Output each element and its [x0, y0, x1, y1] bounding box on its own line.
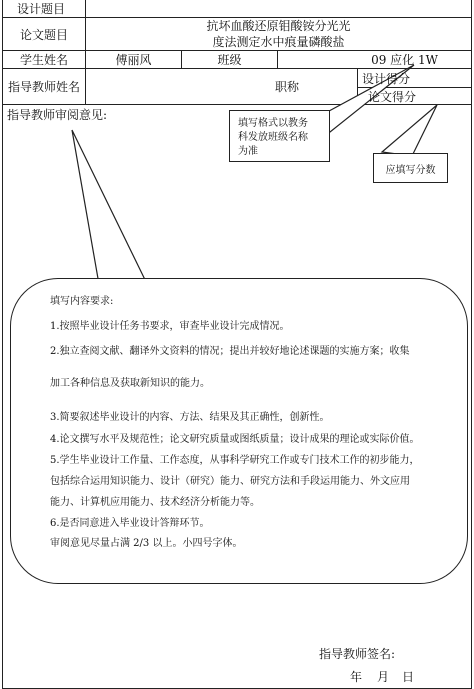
thesis-topic-label: 论文题目 [19, 27, 68, 42]
class-format-line2: 科发放班级名称 [238, 132, 308, 143]
design-topic-field[interactable] [86, 0, 471, 17]
student-name-label: 学生姓名 [19, 53, 68, 67]
advisor-name-label: 指导教师姓名 [8, 80, 81, 94]
class-format-line3: 为准 [238, 146, 258, 157]
class-label: 班级 [217, 53, 242, 67]
advisor-signature-label: 指导教师签名: [319, 647, 396, 661]
class-format-line1: 填写格式以教务 [238, 118, 308, 129]
requirement-item-5-line3: 能力、计算机应用能力、技术经济分析能力等。 [50, 497, 260, 508]
requirements-note: 审阅意见尽量占满 2/3 以上。小四号字体。 [50, 538, 243, 549]
requirement-item-3: 3.简要叙述毕业设计的内容、方法、结果及其正确性，创新性。 [50, 412, 330, 423]
design-score-label: 设计得分 [362, 71, 411, 86]
date-month: 月 [377, 670, 390, 684]
requirements-text [50, 292, 460, 554]
signature-date [350, 668, 450, 684]
title-label: 职称 [275, 80, 300, 94]
requirement-item-5-line2: 包括综合运用知识能力、设计（研究）能力、研究方法和手段运用能力、外文应用 [50, 476, 410, 487]
thesis-topic-line1: 抗坏血酸还原钼酸铵分光光 [206, 19, 351, 33]
student-name-value[interactable]: 傅丽风 [115, 53, 152, 67]
advisor-name-field[interactable] [86, 69, 271, 104]
score-note-callout: 应填写分数 [373, 153, 448, 183]
requirement-item-2-line2: 加工各种信息及获取新知识的能力。 [50, 378, 210, 389]
thesis-topic-value[interactable] [86, 18, 471, 50]
design-topic-label: 设计题目 [17, 2, 66, 16]
requirements-heading: 填写内容要求: [50, 296, 114, 307]
thesis-topic-line2: 度法测定水中痕量磷酸盐 [212, 35, 345, 49]
requirement-item-2-line1: 2.独立查阅文献、翻译外文资料的情况；提出并较好地论述课题的实施方案；收集 [50, 346, 410, 357]
class-value[interactable]: 09 应化 1W [371, 53, 438, 67]
requirement-item-6: 6.是否同意进入毕业设计答辩环节。 [50, 518, 210, 529]
date-day: 日 [402, 670, 415, 684]
review-opinion-label: 指导教师审阅意见: [7, 108, 108, 122]
class-format-callout [229, 110, 330, 162]
date-year: 年 [350, 670, 363, 684]
thesis-score-label: 论文得分 [368, 89, 417, 104]
requirement-item-5-line1: 5.学生毕业设计工作量、工作态度，从事科学研究工作或专门技术工作的初步能力， [50, 455, 420, 466]
requirement-item-1: 1.按照毕业设计任务书要求，审查毕业设计完成情况。 [50, 321, 290, 332]
requirement-item-4: 4.论文撰写水平及规范性；论文研究质量或图纸质量；设计成果的理论或实际价值。 [50, 434, 420, 445]
